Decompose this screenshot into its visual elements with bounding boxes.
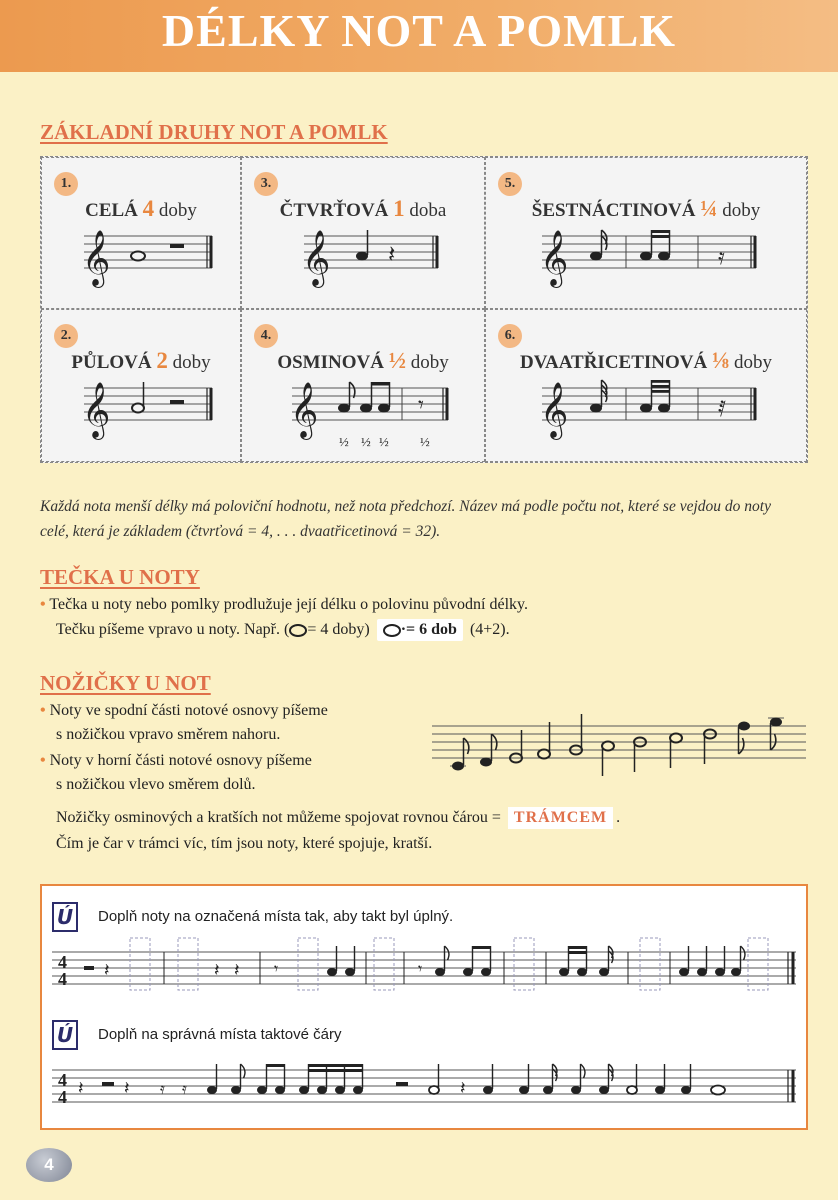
half-note bbox=[132, 404, 144, 413]
staff-sixteenth bbox=[486, 224, 808, 294]
exercise-icon: Ú bbox=[52, 902, 78, 932]
quarter-note bbox=[356, 252, 368, 261]
section-title-stems: NOŽIČKY U NOT bbox=[40, 671, 211, 695]
treble-clef-icon: 𝄞 bbox=[82, 382, 111, 438]
svg-text:𝄽: 𝄽 bbox=[234, 960, 240, 981]
cell-eighth bbox=[241, 309, 485, 462]
stems-bullet-1: • Noty ve spodní části notové osnovy píšeme bbox=[40, 702, 328, 719]
svg-text:𝄿: 𝄿 bbox=[160, 1079, 165, 1098]
beam-word: TRÁMCEM bbox=[508, 807, 613, 829]
svg-text:𝄾: 𝄾 bbox=[274, 959, 279, 978]
time-sig-bottom: 4 bbox=[58, 1087, 67, 1107]
exercise-2-text: Doplň na správná místa taktové čáry bbox=[98, 1026, 342, 1043]
cell-quarter bbox=[241, 157, 485, 309]
exercise-2-staff[interactable] bbox=[48, 1054, 804, 1114]
treble-clef-icon: 𝄞 bbox=[290, 382, 319, 438]
cell-number: 5. bbox=[498, 172, 522, 196]
cell-title: ČTVRŤOVÁ 1 doba bbox=[279, 196, 447, 221]
half-label: ½ bbox=[339, 434, 349, 449]
half-rest bbox=[170, 400, 184, 404]
beam-text: Nožičky osminových a kratších not můžeme spojovat rovnou čárou = TRÁMCEM . bbox=[56, 807, 620, 829]
page-header bbox=[0, 0, 838, 72]
svg-text:𝄿: 𝄿 bbox=[182, 1079, 187, 1098]
half-label: ½ bbox=[379, 434, 389, 449]
staff-quarter bbox=[242, 224, 486, 294]
explanation-paragraph: Každá nota menší délky má poloviční hodnotu, než nota předchozí. Název má podle počtu not, které se vejdou do noty celé, která je základem (čtvrťová = 4, . . . dvaatřicetinová = 32). bbox=[40, 498, 771, 540]
cell-title: OSMINOVÁ ½ doby bbox=[277, 348, 449, 373]
sixteenth-rest: 𝄿 bbox=[718, 245, 725, 270]
cell-half bbox=[41, 309, 241, 462]
whole-note-icon bbox=[289, 624, 307, 637]
svg-text:𝄽: 𝄽 bbox=[104, 960, 110, 981]
section-title-dot: TEČKA U NOTY bbox=[40, 565, 200, 589]
svg-text:𝄽: 𝄽 bbox=[460, 1078, 466, 1099]
time-sig-bottom: 4 bbox=[58, 969, 67, 989]
exercise-icon: Ú bbox=[52, 1020, 78, 1050]
cell-number: 6. bbox=[498, 324, 522, 348]
time-sig-top: 4 bbox=[58, 1070, 67, 1090]
exercise-box bbox=[40, 884, 808, 1130]
staff-whole bbox=[42, 224, 242, 294]
cell-number: 4. bbox=[254, 324, 278, 348]
stems-bullet-1b: s nožičkou vpravo směrem nahoru. bbox=[56, 726, 281, 743]
stems-bullet-2: • Noty v horní části notové osnovy píšeme bbox=[40, 752, 312, 769]
cell-thirtysecond bbox=[485, 309, 807, 462]
stems-bullet-2b: s nožičkou vlevo směrem dolů. bbox=[56, 776, 256, 793]
cell-number: 1. bbox=[54, 172, 78, 196]
note-types-grid bbox=[40, 156, 808, 463]
half-label: ½ bbox=[420, 434, 430, 449]
treble-clef-icon: 𝄞 bbox=[82, 230, 111, 286]
whole-note-icon bbox=[383, 624, 401, 637]
cell-number: 2. bbox=[54, 324, 78, 348]
treble-clef-icon: 𝄞 bbox=[540, 382, 569, 438]
svg-text:𝄽: 𝄽 bbox=[124, 1078, 130, 1099]
cell-sixteenth bbox=[485, 157, 807, 309]
section-title-basic-types: ZÁKLADNÍ DRUHY NOT A POMLK bbox=[40, 120, 388, 144]
cell-number: 3. bbox=[254, 172, 278, 196]
half-label: ½ bbox=[361, 434, 371, 449]
eighth-rest: 𝄾 bbox=[418, 393, 424, 418]
staff-thirtysecond bbox=[486, 376, 808, 446]
staff-eighth bbox=[242, 376, 486, 462]
dot-text-1: • Tečka u noty nebo pomlky prodlužuje její délku o polovinu původní délky. bbox=[40, 596, 528, 613]
page-title: DÉLKY NOT A POMLK bbox=[161, 5, 677, 56]
treble-clef-icon: 𝄞 bbox=[302, 230, 331, 286]
svg-text:𝄾: 𝄾 bbox=[418, 959, 423, 978]
stems-staff bbox=[430, 708, 810, 788]
cell-title: CELÁ 4 doby bbox=[85, 196, 197, 221]
whole-note bbox=[131, 252, 145, 261]
dot-text-2: Tečku píšeme vpravo u noty. Např. ( = 4 doby) ·= 6 dob (4+2). bbox=[56, 619, 510, 641]
page-number: 4 bbox=[26, 1148, 72, 1182]
exercise-1-text: Doplň noty na označená místa tak, aby takt byl úplný. bbox=[98, 908, 454, 925]
cell-title: DVAATŘICETINOVÁ ⅛ doby bbox=[520, 348, 772, 373]
staff-half bbox=[42, 376, 242, 446]
svg-text:𝄽: 𝄽 bbox=[78, 1078, 84, 1099]
exercise-1-staff[interactable] bbox=[48, 936, 804, 996]
whole-rest bbox=[170, 244, 184, 248]
thirtysecond-rest: 𝅀 bbox=[718, 397, 727, 422]
cell-title: ŠESTNÁCTINOVÁ ¼ doby bbox=[531, 196, 761, 221]
treble-clef-icon: 𝄞 bbox=[540, 230, 569, 286]
svg-text:𝄽: 𝄽 bbox=[214, 960, 220, 981]
quarter-rest: 𝄽 bbox=[388, 240, 396, 268]
cell-title: PŮLOVÁ 2 doby bbox=[71, 348, 211, 373]
cell-whole bbox=[41, 157, 241, 309]
time-sig-top: 4 bbox=[58, 952, 67, 972]
dotted-whole-box: ·= 6 dob bbox=[377, 619, 463, 641]
beam-last-line: Čím je čar v trámci víc, tím jsou noty, které spojuje, kratší. bbox=[56, 835, 433, 852]
